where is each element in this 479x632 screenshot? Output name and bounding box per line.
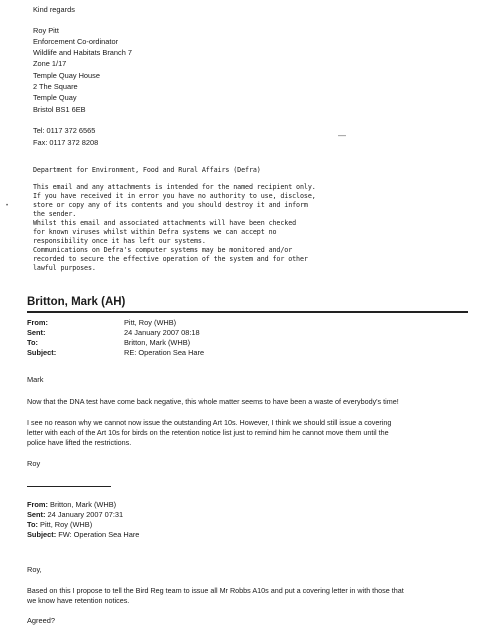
quoted-to-value: Pitt, Roy (WHB) <box>40 520 93 529</box>
disclaimer-line: lawful purposes. <box>33 264 96 272</box>
address-line-1: Temple Quay House <box>33 71 100 80</box>
to-label: To: <box>27 338 38 347</box>
disclaimer-line: for known viruses whilst within Defra systems we can accept no <box>33 228 277 236</box>
disclaimer-line: Whilst this email and associated attachments will have been checked <box>33 219 297 227</box>
signoff: Roy <box>27 459 41 468</box>
quoted-sent <box>27 510 123 520</box>
quoted-closing: Agreed? <box>27 616 55 625</box>
scan-mark: — <box>338 131 346 140</box>
quoted-to-label: To: <box>27 520 38 529</box>
department-line: Department for Environment, Food and Rural Affairs (Defra) <box>33 166 261 174</box>
sender-name: Roy Pitt <box>33 26 59 35</box>
quoted-subject <box>27 530 139 540</box>
disclaimer-line: If you have received it in error you have no authority to use, disclose, <box>33 192 316 200</box>
quoted-subject-value: FW: Operation Sea Hare <box>58 530 140 539</box>
quote-separator <box>27 486 111 487</box>
quoted-subject-label: Subject: <box>27 530 57 539</box>
quoted-sent-value: 24 January 2007 07:31 <box>47 510 124 519</box>
fax: Fax: 0117 372 8208 <box>33 138 99 147</box>
sent-label: Sent: <box>27 328 46 337</box>
disclaimer-line: store or copy any of its contents and you should destroy it and inform <box>33 201 308 209</box>
address-line-3: Temple Quay <box>33 93 77 102</box>
sent-value: 24 January 2007 08:18 <box>124 328 200 337</box>
quoted-from <box>27 500 116 510</box>
body-paragraph: Now that the DNA test have come back negative, this whole matter seems to have been a waste of everybody's time! <box>27 397 399 406</box>
quoted-body-line: we know have retention notices. <box>27 596 130 605</box>
from-value: Pitt, Roy (WHB) <box>124 318 177 327</box>
disclaimer-line: This email and any attachments is intended for the named recipient only. <box>33 183 316 191</box>
disclaimer-line: recorded to secure the effective operation of the system and for other <box>33 255 308 263</box>
quoted-from-value: Britton, Mark (WHB) <box>50 500 117 509</box>
quoted-from-label: From: <box>27 500 48 509</box>
disclaimer-line: Communications on Defra's computer systems may be monitored and/or <box>33 246 293 254</box>
from-label: From: <box>27 318 48 327</box>
sender-branch: Wildlife and Habitats Branch 7 <box>33 48 133 57</box>
quoted-sent-label: Sent: <box>27 510 46 519</box>
disclaimer-line: the sender. <box>33 210 77 218</box>
mailbox-owner-title: Britton, Mark (AH) <box>27 296 126 308</box>
greeting: Mark <box>27 375 44 384</box>
body-line: I see no reason why we cannot now issue the outstanding Art 10s. However, I think we should still issue a covering <box>27 418 392 427</box>
quoted-to <box>27 520 92 530</box>
quoted-greeting: Roy, <box>27 565 42 574</box>
disclaimer-line: responsibility once it has left our systems. <box>33 237 206 245</box>
subject-label: Subject: <box>27 348 57 357</box>
to-value: Britton, Mark (WHB) <box>124 338 191 347</box>
address-line-2: 2 The Square <box>33 82 78 91</box>
subject-value: RE: Operation Sea Hare <box>124 348 205 357</box>
header-rule <box>27 311 468 313</box>
sender-zone: Zone 1/17 <box>33 59 67 68</box>
sender-title: Enforcement Co-ordinator <box>33 37 119 46</box>
quoted-body-line: Based on this I propose to tell the Bird Reg team to issue all Mr Robbs A10s and put a covering letter in with those that <box>27 586 404 595</box>
scan-mark: • <box>6 203 9 209</box>
address-line-4: Bristol BS1 6EB <box>33 105 86 114</box>
telephone: Tel: 0117 372 6565 <box>33 126 96 135</box>
body-line: police have lifted the restrictions. <box>27 438 132 447</box>
closing-text: Kind regards <box>33 5 75 14</box>
body-line: letter with each of the Art 10s for birds on the retention notice list just to remind him he cannot move them until the <box>27 428 389 437</box>
